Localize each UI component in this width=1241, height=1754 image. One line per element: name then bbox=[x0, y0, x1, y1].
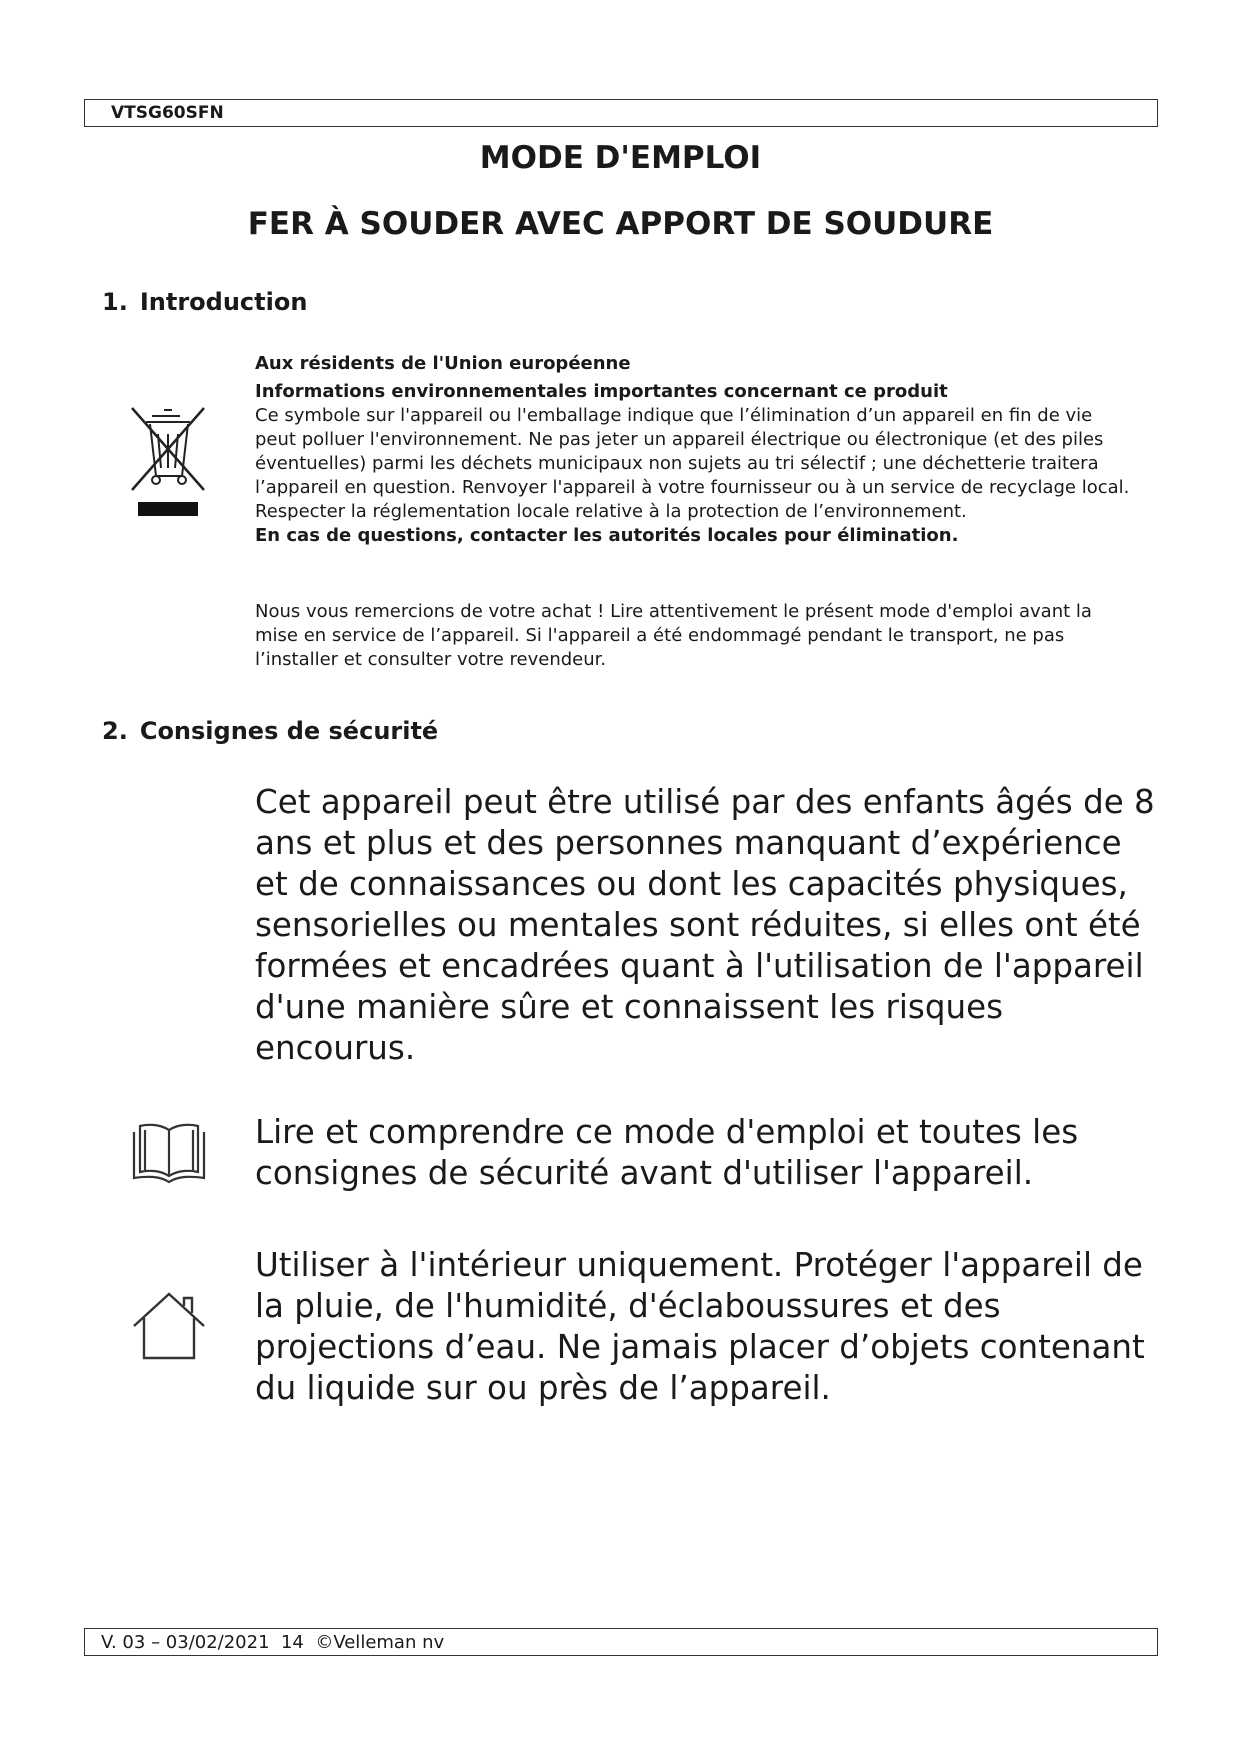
book-icon bbox=[130, 1120, 208, 1188]
document-title: MODE D'EMPLOI bbox=[479, 140, 762, 176]
environment-heading: Informations environnementales importantes concernant ce produit bbox=[255, 381, 948, 402]
crossed-out-bin-icon bbox=[128, 404, 208, 528]
model-number: VTSG60SFN bbox=[111, 103, 224, 123]
eu-residents-heading: Aux résidents de l'Union européenne bbox=[255, 353, 631, 374]
section-1-number: 1. bbox=[102, 288, 128, 316]
footer-bar bbox=[84, 1628, 1158, 1656]
section-2-heading bbox=[102, 717, 438, 745]
section-2-number: 2. bbox=[102, 717, 128, 745]
environment-notice bbox=[255, 352, 1135, 548]
safety-text-indoor-use: Utiliser à l'intérieur uniquement. Protéger l'appareil de la pluie, de l'humidité, d'éclaboussures et des projections d’eau. Ne jamais placer d’objets contenant du liquide sur ou près de l’appareil. bbox=[255, 1246, 1145, 1407]
safety-text-read-manual: Lire et comprendre ce mode d'emploi et toutes les consignes de sécurité avant d'utiliser l'appareil. bbox=[255, 1113, 1079, 1192]
environment-contact: En cas de questions, contacter les autorités locales pour élimination. bbox=[255, 525, 959, 546]
safety-text-children: Cet appareil peut être utilisé par des enfants âgés de 8 ans et plus et des personnes manquant d’expérience et de connaissances ou dont les capacités physiques, sensorielles ou mentales sont réduites, si elles ont été formées et encadrées quant à l'utilisation de l'appareil d'une manière sûre et connaissent les risques encourus. bbox=[255, 783, 1155, 1067]
house-icon bbox=[130, 1290, 208, 1366]
section-1-title: Introduction bbox=[139, 288, 308, 316]
thanks-paragraph bbox=[255, 600, 1135, 672]
section-1-heading bbox=[102, 288, 307, 316]
section-2-title: Consignes de sécurité bbox=[139, 717, 439, 745]
environment-body: Ce symbole sur l'appareil ou l'emballage indique que l’élimination d’un appareil en fin de vie peut polluer l'environnement. Ne pas jeter un appareil électrique ou électronique (et des piles éventuelles) parmi les déchets municipaux non sujets au tri sélectif ; une déchetterie traitera l’appareil en question. Renvoyer l'appareil à votre fournisseur ou à un service de recyclage local. Respecter la réglementation locale relative à la protection de l’environnement. bbox=[255, 405, 1130, 522]
product-title: FER À SOUDER AVEC APPORT DE SOUDURE bbox=[247, 206, 994, 242]
thanks-text: Nous vous remercions de votre achat ! Lire attentivement le présent mode d'emploi avant la mise en service de l’appareil. Si l'appareil a été endommagé pendant le transport, ne pas l’installer et consulter votre revendeur. bbox=[255, 601, 1092, 670]
header-bar bbox=[84, 99, 1158, 127]
footer-text: V. 03 – 03/02/2021 14 ©Velleman nv bbox=[101, 1632, 445, 1653]
